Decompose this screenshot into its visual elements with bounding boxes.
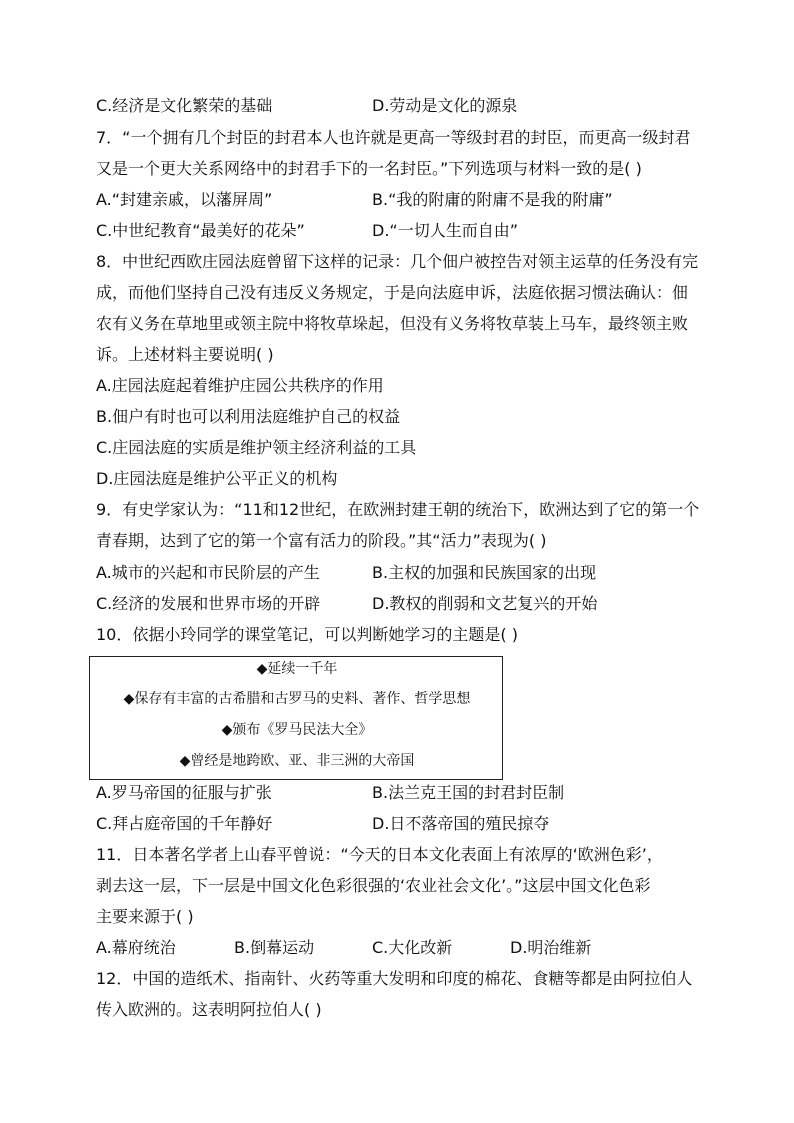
q7-option-d: D.“一切人生而自由” (372, 221, 518, 240)
note-item: ◆延续一千年 (256, 661, 338, 677)
q9-stem-line-2: 青春期，达到了它的第一个富有活力的阶段。”其“活力”表现为( ) (96, 531, 547, 550)
q8-option-d: D.庄园法庭是维护公平正义的机构 (96, 469, 338, 488)
q9-option-a: A.城市的兴起和市民阶层的产生 (96, 563, 320, 582)
q10-option-c: C.拜占庭帝国的千年静好 (96, 814, 273, 833)
q7-stem-line-1: 7．“一个拥有几个封臣的封君本人也许就是更高一等级封君的封臣，而更高一级封君 (96, 128, 691, 147)
note-item: ◆保存有丰富的古希腊和古罗马的史料、著作、哲学思想 (123, 691, 471, 707)
q8-option-c: C.庄园法庭的实质是维护领主经济利益的工具 (96, 438, 417, 457)
q11-option-a: A.幕府统治 (96, 938, 176, 957)
q6-option-d: D.劳动是文化的源泉 (372, 96, 518, 115)
q10-option-b: B.法兰克王国的封君封臣制 (372, 783, 565, 802)
note-item: ◆颁布《罗马民法大全》 (221, 722, 373, 738)
q10-option-a: A.罗马帝国的征服与扩张 (96, 783, 272, 802)
q10-stem-line-1: 10．依据小玲同学的课堂笔记，可以判断她学习的主题是( ) (96, 625, 518, 644)
class-notes-box (89, 656, 503, 780)
q8-option-a: A.庄园法庭起着维护庄园公共秩序的作用 (96, 376, 384, 395)
q8-stem-line-4: 诉。上述材料主要说明( ) (96, 345, 274, 364)
q11-stem-line-2: 剥去这一层，下一层是中国文化色彩很强的‘农业社会文化’。”这层中国文化色彩 (96, 876, 651, 895)
q12-stem-line-1: 12．中国的造纸术、指南针、火药等重大发明和印度的棉花、食糖等都是由阿拉伯人 (96, 969, 693, 988)
q10-option-d: D.日不落帝国的殖民掠夺 (372, 814, 550, 833)
q8-option-b: B.佃户有时也可以利用法庭维护自己的权益 (96, 407, 401, 426)
q7-stem-line-2: 又是一个更大关系网络中的封君手下的一名封臣。”下列选项与材料一致的是( ) (96, 159, 642, 178)
q9-option-c: C.经济的发展和世界市场的开辟 (96, 594, 321, 613)
q9-option-b: B.主权的加强和民族国家的出现 (372, 563, 597, 582)
q11-option-c: C.大化改新 (372, 938, 453, 957)
q11-stem-line-1: 11．日本著名学者上山春平曾说：“今天的日本文化表面上有浓厚的‘欧洲色彩’， (96, 845, 663, 864)
q11-option-b: B.倒幕运动 (234, 938, 315, 957)
q7-option-c: C.中世纪教育“最美好的花朵” (96, 221, 305, 240)
q7-option-a: A.“封建亲戚，以藩屏周” (96, 190, 273, 209)
q9-option-d: D.教权的削弱和文艺复兴的开始 (372, 594, 598, 613)
q7-option-b: B.“我的附庸的附庸不是我的附庸” (372, 190, 613, 209)
q12-stem-line-2: 传入欧洲的。这表明阿拉伯人( ) (96, 1000, 322, 1019)
q8-stem-line-2: 成，而他们坚持自己没有违反义务规定，于是向法庭申诉，法庭依据习惯法确认：佃 (96, 283, 689, 302)
note-item: ◆曾经是地跨欧、亚、非三洲的大帝国 (179, 753, 415, 769)
q8-stem-line-3: 农有义务在草地里或领主院中将牧草垛起，但没有义务将牧草装上马车，最终领主败 (96, 314, 689, 333)
q6-option-c: C.经济是文化繁荣的基础 (96, 96, 273, 115)
q8-stem-line-1: 8．中世纪西欧庄园法庭曾留下这样的记录：几个佃户被控告对领主运草的任务没有完 (96, 252, 699, 271)
q11-option-d: D.明治维新 (510, 938, 592, 957)
q11-stem-line-3: 主要来源于( ) (96, 907, 194, 926)
q9-stem-line-1: 9．有史学家认为：“11和12世纪，在欧洲封建王朝的统治下，欧洲达到了它的第一个 (96, 500, 700, 519)
